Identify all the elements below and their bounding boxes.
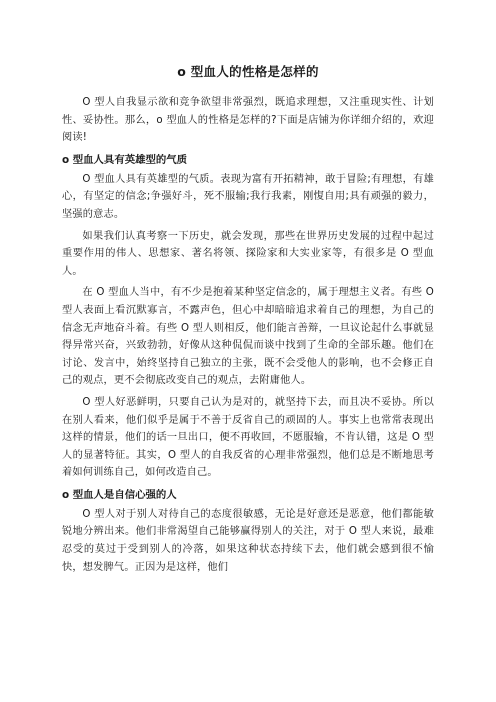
section1-paragraph-1: O 型血人具有英雄型的气质。表现为富有开拓精神，敢于冒险;有理想，有雄心，有坚定的信念;争强好斗，死不服输;我行我素，刚愎自用;具有顽强的毅力，坚强的意志。 [62, 173, 434, 220]
section1-paragraph-4: O 型人好恶鲜明，只要自己认为是对的，就坚持下去，而且决不妥协。所以在别人看来，他们似乎是属于不善于反省自己的顽固的人。事实上也常常表现出这样的情景，他们的话一旦出口，便不再收回，不愿服输，不肯认错，这是 O 型人的显著特征。其实，O 型人的自我反省的心理非常强烈，他们总是不断地思考着如何训练自己，如何改造自己。 [62, 396, 434, 479]
section-heading-self-confidence: o 型血人是自信心强的人 [62, 488, 177, 501]
section2-paragraph-1: O 型人对于别人对待自己的态度很敏感，无论是好意还是恶意，他们都能敏锐地分辨出来。他们非常渴望自己能够赢得别人的关注，对于 O 型人来说，最难忍受的莫过于受到别人的冷落，如果这种状态持续下去，他们就会感到很不愉快，想发脾气。正因为是这样，他们 [62, 508, 434, 573]
intro-paragraph: O 型人自我显示欲和竞争欲望非常强烈，既追求理想，又注重现实性、计划性、妥协性。那么，o 型血人的性格是怎样的?下面是店铺为你详细介绍的，欢迎阅读! [62, 97, 434, 144]
section-heading-hero-temperament: o 型血人具有英雄型的气质 [62, 153, 188, 166]
document-title: o 型血人的性格是怎样的 [177, 64, 319, 79]
section1-paragraph-3: 在 O 型血人当中，有不少是抱着某种坚定信念的，属于理想主义者。有些 O 型人表面上看沉默寡言，不露声色，但心中却暗暗追求着自己的理想，为自己的信念无声地奋斗着。有些 O 型人则相反，他们能言善辩，一旦议论起什么事就显得异常兴奋，兴致勃勃，好像从这种侃侃而谈中找到了生命的全部乐趣。他们在讨论、发言中，始终坚持自己独立的主张，既不会受他人的影响，也不会修正自己的观点，更不会彻底改变自己的观点，去附庸他人。 [62, 287, 434, 387]
section1-paragraph-2: 如果我们认真考察一下历史，就会发现，那些在世界历史发展的过程中起过重要作用的伟人、思想家、著名将领、探险家和大实业家等，有很多是 O 型血人。 [62, 230, 434, 277]
